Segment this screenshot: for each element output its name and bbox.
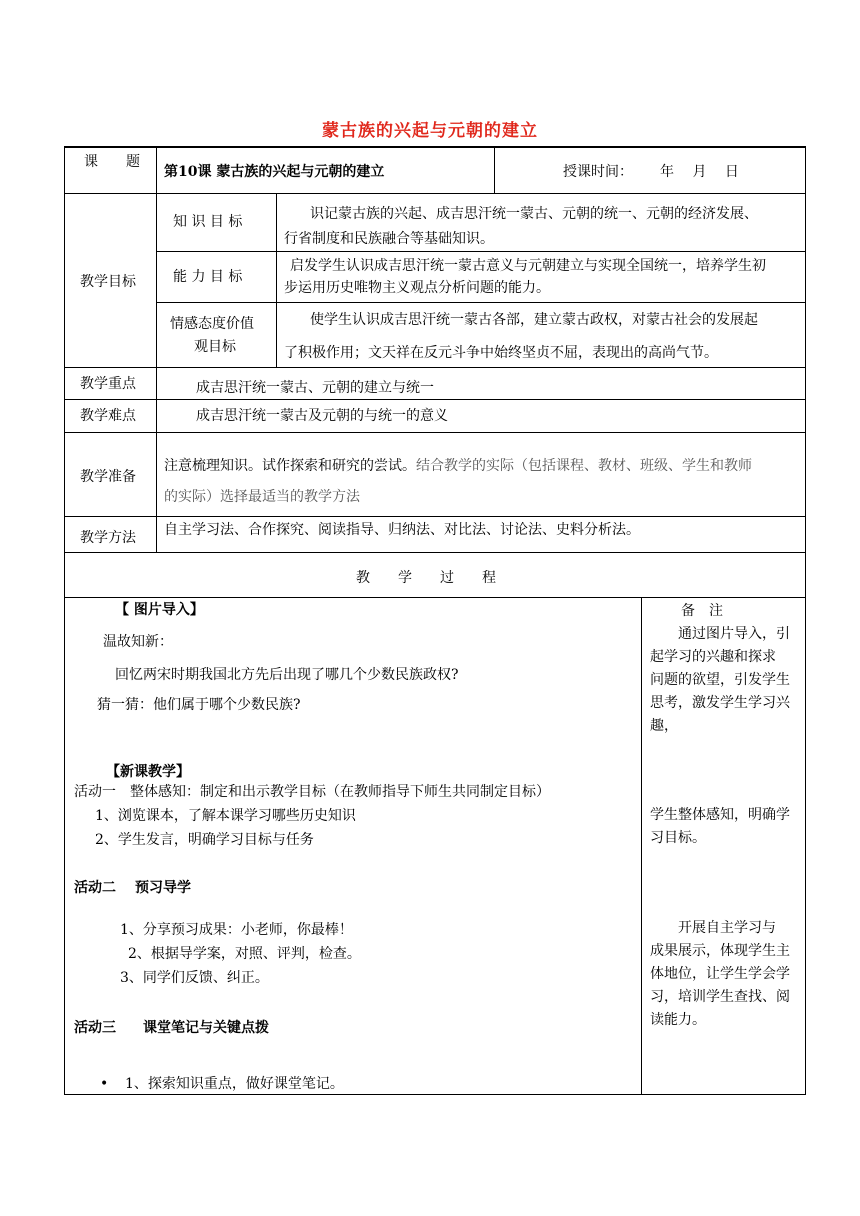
preparation-text: 的实际）选择最适当的教学方法 [164, 489, 360, 505]
goals-label: 教学目标 [80, 274, 136, 290]
note-text: 思考，激发学生学习兴 [650, 695, 790, 711]
table-divider [64, 399, 806, 400]
table-divider [64, 552, 806, 553]
question-1: 回忆两宋时期我国北方先后出现了哪几个少数民族政权? [115, 667, 459, 683]
preparation-text-a: 注意梳理知识。试作探索和研究的尝试。 [164, 458, 416, 474]
activity-2-label: 活动二 [74, 880, 116, 896]
activity-2-step-1: 1、分享预习成果：小老师，你最棒！ [120, 922, 353, 938]
table-divider [494, 146, 495, 193]
note-text: 习目标。 [650, 830, 706, 846]
topic-label: 课 题 [84, 154, 140, 170]
table-divider [64, 432, 806, 433]
activity-1-step-2: 2、学生发言，明确学习目标与任务 [95, 832, 314, 848]
note-text: 开展自主学习与 [678, 920, 776, 936]
note-text: 学生整体感知，明确学 [650, 807, 790, 823]
goal-emotion-text: 了积极作用；文天祥在反元斗争中始终坚贞不屈，表现出的高尚气节。 [284, 345, 718, 361]
time-value: 年 月 日 [660, 164, 739, 180]
activity-2-step-3: 3、同学们反馈、纠正。 [120, 970, 269, 986]
goal-emotion-label: 观目标 [194, 339, 236, 355]
methods-text: 自主学习法、合作探究、阅读指导、归纳法、对比法、讨论法、史料分析法。 [164, 522, 640, 538]
page-title: 蒙古族的兴起与元朝的建立 [322, 121, 538, 141]
goal-ability-text: 启发学生认识成吉思汗统一蒙古意义与元朝建立与实现全国统一，培养学生初 [290, 258, 766, 274]
preparation-text-b: 结合教学的实际（包括课程、教材、班级、学生和教师 [416, 458, 752, 474]
goal-ability-text: 步运用历史唯物主义观点分析问题的能力。 [284, 280, 550, 296]
preparation-text [164, 454, 752, 478]
table-divider [156, 251, 806, 252]
goal-knowledge-label: 知 识 目 标 [173, 214, 243, 230]
notes-header: 备 注 [681, 603, 723, 619]
preparation-label: 教学准备 [80, 469, 136, 485]
note-text: 读能力。 [650, 1012, 706, 1028]
note-text: 成果展示，体现学生主 [650, 943, 790, 959]
table-divider [276, 193, 277, 367]
methods-label: 教学方法 [80, 530, 136, 546]
note-text: 问题的欲望，引发学生 [650, 672, 790, 688]
goal-knowledge-text: 行省制度和民族融合等基础知识。 [284, 231, 494, 247]
table-divider [641, 597, 642, 1094]
table-border-right [805, 146, 806, 1095]
activity-3-label: 活动三 [74, 1020, 116, 1036]
difficult-points-text: 成吉思汗统一蒙古及元朝的与统一的意义 [196, 408, 448, 424]
activity-2-title: 预习导学 [135, 880, 191, 896]
bullet: • [100, 1076, 109, 1092]
activity-2-step-2: 2、根据导学案，对照、评判，检查。 [128, 946, 361, 962]
time-label: 授课时间： [563, 164, 633, 180]
note-text: 趣， [650, 718, 678, 734]
activity-1: 活动一 整体感知：制定和出示教学目标（在教师指导下师生共同制定目标） [74, 784, 550, 800]
question-2: 猜一猜：他们属于哪个少数民族? [97, 697, 301, 713]
goal-emotion-text: 使学生认识成吉思汗统一蒙古各部，建立蒙古政权，对蒙古社会的发展起 [310, 312, 758, 328]
goal-knowledge-text: 识记蒙古族的兴起、成吉思汗统一蒙古、元朝的统一、元朝的经济发展、 [310, 206, 758, 222]
table-divider [64, 367, 806, 368]
note-text: 体地位，让学生学会学 [650, 966, 790, 982]
table-divider [156, 302, 806, 303]
table-divider [64, 516, 806, 517]
key-points-label: 教学重点 [80, 376, 136, 392]
goal-emotion-label: 情感态度价值 [170, 316, 254, 332]
key-points-text: 成吉思汗统一蒙古、元朝的建立与统一 [196, 380, 434, 396]
activity-3-step-1: 1、探索知识重点，做好课堂笔记。 [125, 1076, 344, 1092]
table-divider [156, 146, 157, 552]
table-border-top [64, 146, 806, 148]
goal-ability-label: 能 力 目 标 [173, 269, 243, 285]
intro-title: 【 图片导入】 [115, 602, 204, 618]
note-text: 起学习的兴趣和探求 [650, 649, 776, 665]
process-header: 教 学 过 程 [356, 570, 496, 586]
note-text: 习，培训学生查找、阅 [650, 989, 790, 1005]
topic-value: 第10课 蒙古族的兴起与元朝的建立 [164, 164, 385, 180]
difficult-points-label: 教学难点 [80, 408, 136, 424]
new-lesson-title: 【新课教学】 [106, 764, 190, 780]
activity-3-title: 课堂笔记与关键点拨 [143, 1020, 269, 1036]
table-divider [64, 193, 806, 194]
note-text: 通过图片导入，引 [678, 626, 790, 642]
activity-1-step-1: 1、浏览课本，了解本课学习哪些历史知识 [95, 808, 356, 824]
table-border-left [64, 146, 65, 1095]
review-text: 温故知新： [103, 634, 173, 650]
